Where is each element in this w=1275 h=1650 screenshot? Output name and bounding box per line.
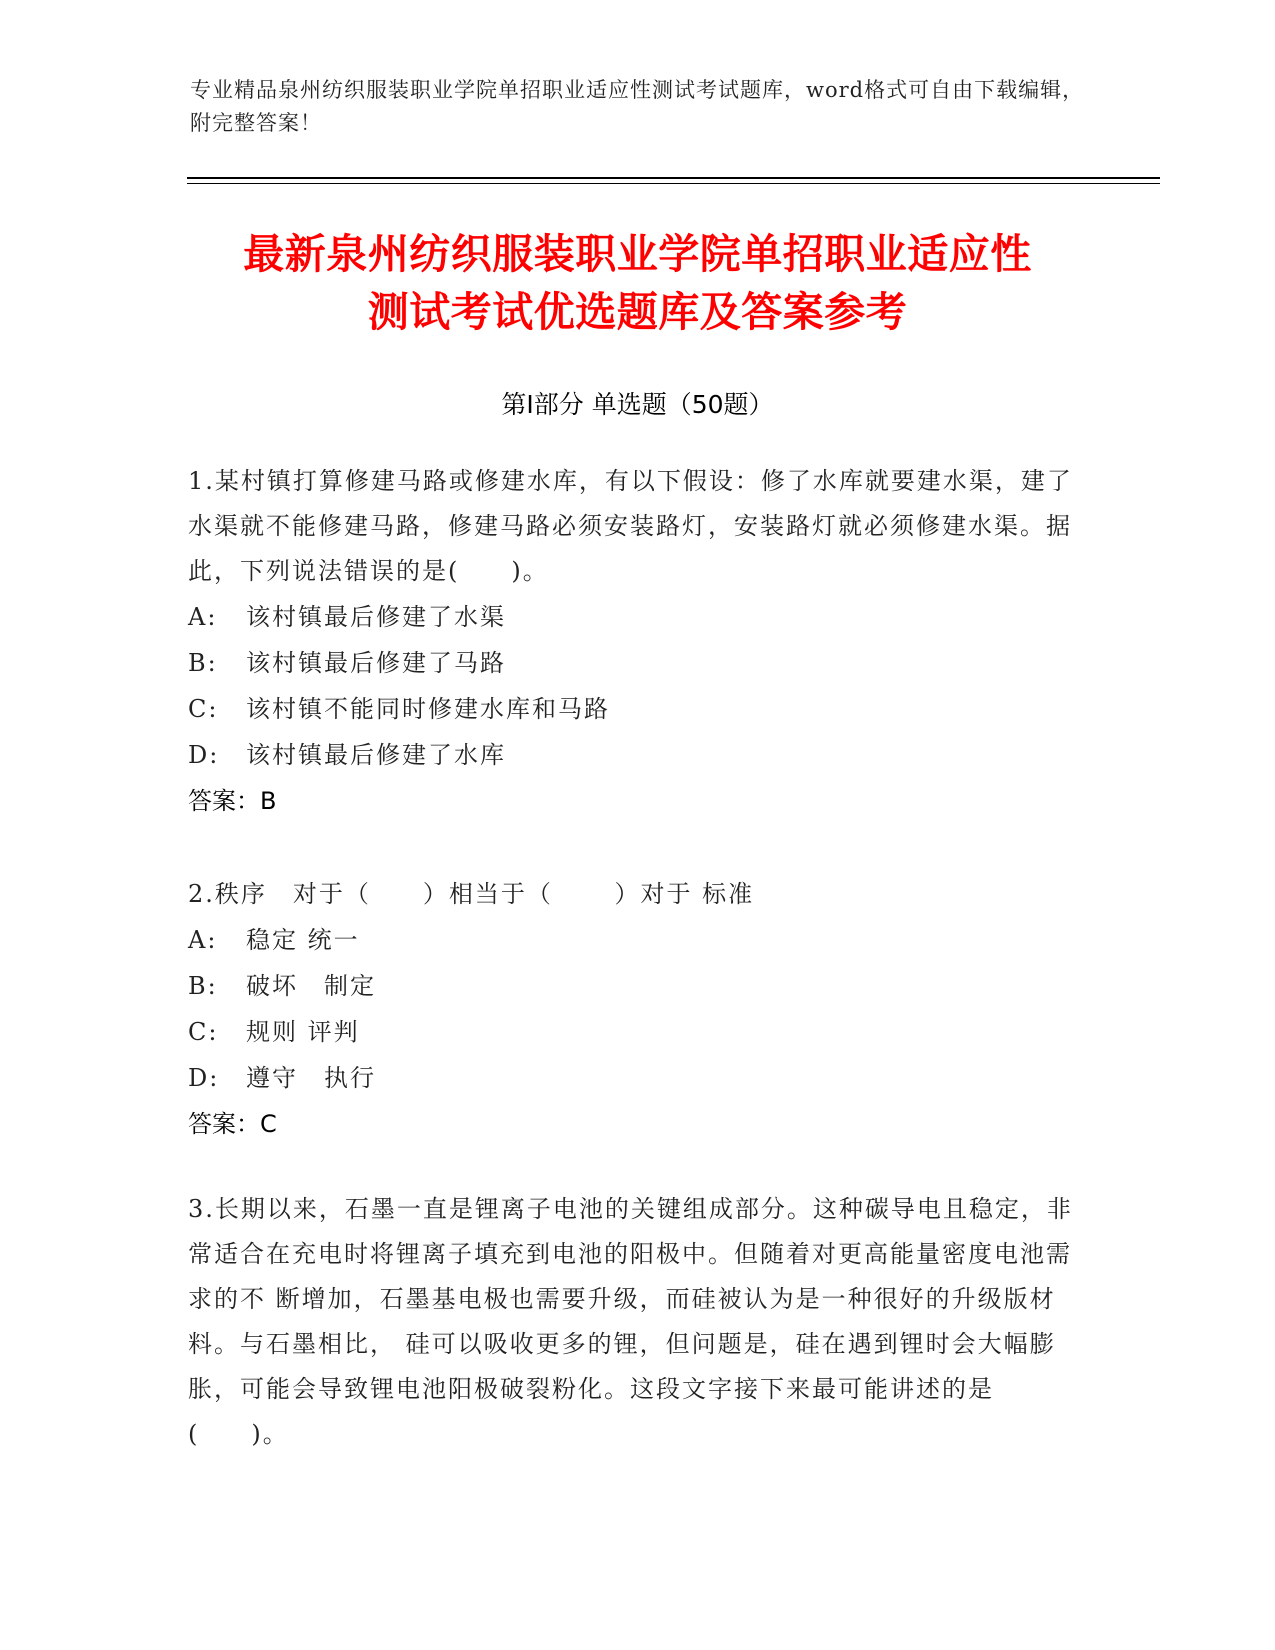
- question-3: [188, 1187, 1078, 1457]
- option-text: 遵守 执行: [246, 1064, 376, 1092]
- option-key: B:: [188, 972, 218, 1000]
- option-d: [188, 1055, 1078, 1101]
- question-1: [188, 459, 1078, 824]
- option-key: D:: [188, 1064, 220, 1092]
- option-key: B:: [188, 649, 218, 677]
- option-key: A:: [188, 926, 218, 954]
- option-b: [188, 963, 1078, 1009]
- section-title: 第Ⅰ部分 单选题（50题）: [501, 390, 774, 419]
- document-title-line-2: 测试考试优选题库及答案参考: [367, 288, 908, 336]
- option-b: [188, 640, 1078, 686]
- option-key: A:: [188, 603, 218, 631]
- option-text: 该村镇最后修建了马路: [246, 649, 506, 677]
- answer: 答案：B: [188, 787, 277, 815]
- header-note: 专业精品泉州纺织服装职业学院单招职业适应性测试考试题库，word格式可自由下载编辑，附完整答案！: [190, 78, 1085, 135]
- question-stem: 3.长期以来，石墨一直是锂离子电池的关键组成部分。这种碳导电且稳定，非 常适合在充电时将锂离子填充到电池的阳极中。但随着对更高能量密度电池需求的不 断增加，石墨基电极也需要升级，而硅被认为是一种很好的升级版材料。与石墨相比， 硅可以吸收更多的锂，但问题是，硅在遇到锂时会大幅膨胀，可能会导致锂电池阳极破裂粉化。这段文字接下来最可能讲述的是( )。: [188, 1195, 1073, 1448]
- option-a: [188, 917, 1078, 963]
- option-c: [188, 686, 1078, 732]
- option-a: [188, 594, 1078, 640]
- header-rule-thin: [187, 183, 1160, 184]
- option-key: C:: [188, 1018, 219, 1046]
- question-stem: 1.某村镇打算修建马路或修建水库，有以下假设：修了水库就要建水渠，建了水渠就不能修建马路，修建马路必须安装路灯，安装路灯就必须修建水渠。据此，下列说法错误的是( )。: [188, 467, 1073, 585]
- option-text: 该村镇最后修建了水渠: [246, 603, 506, 631]
- option-text: 规则 评判: [246, 1018, 360, 1046]
- document-title-line-1: 最新泉州纺织服装职业学院单招职业适应性: [243, 230, 1032, 278]
- option-key: C:: [188, 695, 219, 723]
- answer: 答案：C: [188, 1110, 277, 1138]
- option-c: [188, 1009, 1078, 1055]
- option-d: [188, 732, 1078, 778]
- document-title: [150, 225, 1125, 341]
- question-2: [188, 872, 1078, 1147]
- header-rule-thick: [187, 177, 1160, 179]
- option-text: 破坏 制定: [246, 972, 376, 1000]
- option-text: 该村镇不能同时修建水库和马路: [246, 695, 610, 723]
- option-key: D:: [188, 741, 220, 769]
- option-text: 该村镇最后修建了水库: [246, 741, 506, 769]
- option-text: 稳定 统一: [246, 926, 360, 954]
- question-stem: 2.秩序 对于（ ）相当于（ ）对于 标准: [188, 880, 755, 908]
